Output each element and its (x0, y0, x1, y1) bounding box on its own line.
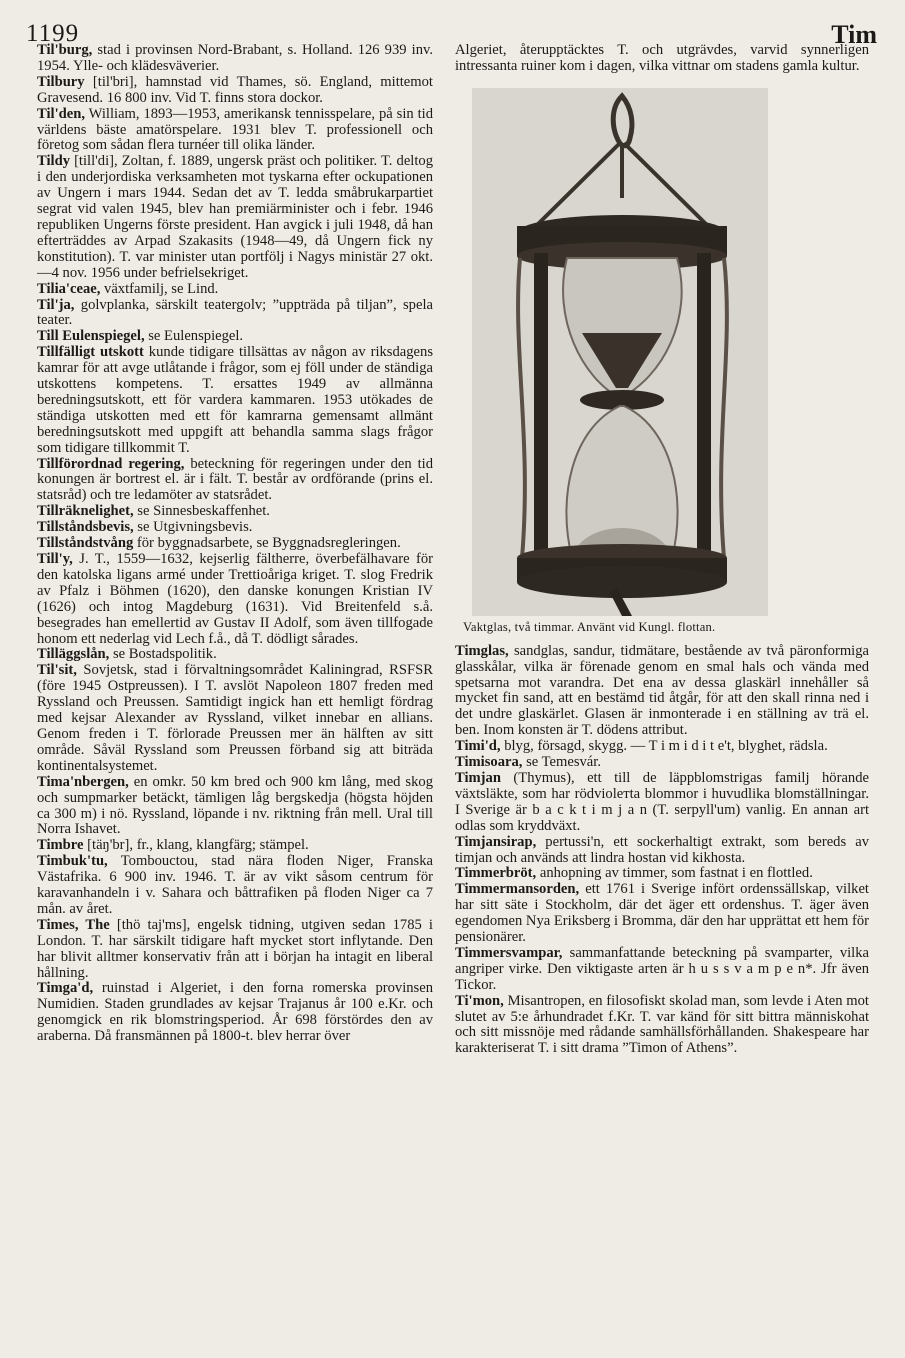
entry-headword: Timmermansorden, (455, 881, 580, 898)
dictionary-entry (455, 994, 869, 1058)
entry-text: [till'di], Zoltan, f. 1889, ungersk präst och politiker. T. deltog i den underjordiska verksamheten mot tyskarna efter ockupationen av Ungern i mars 1944. Sedan det av T. ledda småbrukarpartiet segrat vid valen 1945, blev han premiärminister och i febr. 1946 republiken Ungerns förste president. Han avgick i juli 1948, då han efterträddes av Arpad Szakasits (1948—49, då Ungern fick ny konstitution). T. var minister utan portfölj i Nagys ministär 27 okt.—4 nov. 1956 under befrielsekriget. (37, 153, 433, 281)
dictionary-entry (37, 981, 433, 1045)
entry-headword: Tillförordnad regering, (37, 455, 185, 472)
dictionary-entry (37, 345, 433, 456)
entry-text: sandglas, sandur, tidmätare, bestående av två päronformiga glasskålar, vilka är förenade genom en smal hals och vända med spetsarna mot varandra. Det ena av dessa glaskärl innehåller så mycket fin sand, att en bestämd tid åtgår, för att den skall rinna ned i det undre glaskärlet. Glasen är inmonterade i en ställning av trä el. ben. Inom konsten är T. dödens attribut. (455, 642, 869, 739)
entry-text: J. T., 1559—1632, kejserlig fältherre, överbefälhavare för den katolska ligans armé under Trettioåriga kriget. T. slog Fredrik av Pfalz i Böhmen (1620), den danske konungen Kristian IV (1626) och intog Magdeburg (1631). Vid Breitenfeld s.å. besegrades han emellertid av Gustav II Adolf, som även tillfogade honom ett nederlag vid Lech f.å., då T. dödligt sårades. (37, 551, 433, 647)
dictionary-entry (455, 739, 869, 755)
entry-headword: Timi'd, (455, 738, 501, 755)
entry-headword: Timga'd, (37, 980, 94, 997)
entry-headword: Til'den, (37, 105, 85, 122)
entry-text: växtfamilj, se Lind. (100, 280, 219, 297)
entry-text: golvplanka, särskilt teatergolv; ”uppträda på tiljan”, spela teater. (37, 296, 433, 329)
entry-headword: Times, The (37, 916, 110, 933)
hourglass-icon (472, 88, 768, 616)
entry-headword: Timmerbröt, (455, 865, 537, 882)
dictionary-entry (37, 918, 433, 982)
entry-text: [til'bri], hamnstad vid Thames, sö. England, mittemot Gravesend. 16 800 inv. Vid T. finns stora dockor. (37, 73, 433, 106)
dictionary-entry (37, 854, 433, 918)
entry-text: se Utgivningsbevis. (133, 519, 253, 536)
entry-headword: Tildy (37, 153, 70, 170)
entry-headword: Timglas, (455, 642, 509, 659)
entry-text: se Bostadspolitik. (109, 646, 217, 663)
entry-text: se Eulenspiegel. (144, 328, 244, 345)
entry-headword: Timjansirap, (455, 833, 537, 850)
dictionary-entry (37, 107, 433, 155)
dictionary-entry (37, 154, 433, 281)
dictionary-entry (37, 647, 433, 663)
dictionary-entry (37, 282, 433, 298)
entry-text: se Sinnesbeskaffenhet. (133, 503, 270, 520)
entry-text: se Temesvár. (522, 754, 601, 771)
entry-headword: Ti'mon, (455, 992, 504, 1009)
dictionary-entry (37, 75, 433, 107)
figure-caption: Vaktglas, två timmar. Använt vid Kungl. flottan. (463, 619, 716, 634)
dictionary-entry (455, 835, 869, 867)
entry-headword: Till'y, (37, 551, 73, 567)
dictionary-entry (455, 644, 869, 739)
dictionary-entry (37, 775, 433, 839)
entry-headword: Timmersvampar, (455, 944, 563, 961)
entry-text: ruinstad i Algeriet, i den forna romerska provinsen Numidien. Staden grundlades av kejsar Trajanus år 100 e.Kr. och genomgick en rik blomstringsperiod. År 698 förstördes den av araberna. Då fransmännen på 1800-t. blev herrar över (37, 980, 433, 1045)
entry-text: blyg, försagd, skygg. — T i m i d i t e't, blyghet, rädsla. (500, 738, 828, 755)
right-column-entries (455, 644, 869, 1058)
entry-headword: Timisoara, (455, 754, 523, 771)
entry-headword: Tilläggslån, (37, 646, 110, 663)
entry-text: Sovjetsk, stad i förvaltningsområdet Kaliningrad, RSFSR (före 1945 Ostpreussen). I T. avslöt Napoleon 1807 freden med Ryssland och Preussen. Samtidigt ingick han ett hemligt fördrag med kejsar Alexander av Ryssland, vilket innebar en allians. Genom freden i T. förlorade Preussen mer än hälften av sitt område. Såväl Ryssland som Preussen förband sig att biträda kontinentalsystemet. (37, 662, 433, 774)
entry-text: [thö taj'ms], engelsk tidning, utgiven sedan 1785 i London. T. har särskilt tidigare haft mycket stort inflytande. Den har blivit alltmer konservativ från att i början ha intagit en liberal hållning. (37, 916, 433, 981)
dictionary-entry (37, 536, 433, 552)
entry-text: William, 1893—1953, amerikansk tennisspelare, på sin tid världens bäste amatörspelare. 1931 blev T. professionell och företog som sådan flera turnéer till olika länder. (37, 105, 433, 154)
entry-headword: Tillståndstvång (37, 535, 134, 552)
dictionary-entry (37, 552, 433, 647)
dictionary-entry (455, 866, 869, 882)
entry-text: [täŋ'br], fr., klang, klangfärg; stämpel. (83, 837, 309, 854)
entry-headword: Tillfälligt utskott (37, 344, 144, 361)
dictionary-entry (37, 298, 433, 330)
entry-headword: Tima'nbergen, (37, 773, 129, 790)
entry-text: anhopning av timmer, som fastnat i en flottled. (536, 865, 813, 882)
entry-text: en omkr. 50 km bred och 900 km lång, med skog och sumpmarker betäckt, tämligen låg bergskedja (högsta höjden ca 300 m) i nö. Ryssland, löpande i nv. riktning från mell. Ural till Norra Ishavet. (37, 773, 433, 838)
dictionary-entry (37, 457, 433, 505)
entry-text: stad i provinsen Nord-Brabant, s. Holland. 126 939 inv. 1954. Ylle- och klädesväverier. (37, 42, 433, 74)
entry-text: (Thymus), ett till de läppblomstrigas familj hörande växtsläkte, som har rödviolетta blommor i huvudlika blomställningar. I Sverige är b a c k t i m j a n (T. serpyll'um) vanlig. En annan art odlas som kryddväxt. (455, 769, 869, 834)
continued-entry-text: Algeriet, återupptäcktes T. och utgrävdes, varvid synnerligen intressanta ruiner kom i dagen, vilka vittnar om stadens gamla kultur. (455, 42, 869, 74)
entry-text: ett 1761 i Sverige infört ordenssällskap, vilket har sitt säte i Stockholm, där det äger ett ordenshus. T. äger även egendomen Nya Eriksberg i Bromma, där den har upprättat ett hem för pensionärer. (455, 881, 869, 946)
dictionary-entry (37, 520, 433, 536)
entry-headword: Tilia'ceae, (37, 280, 101, 297)
dictionary-entry (37, 43, 433, 75)
entry-headword: Tilbury (37, 73, 85, 90)
entry-headword: Til'sit, (37, 662, 77, 679)
entry-text: Misantropen, en filosofiskt skolad man, som levde i Aten mot slutet av 5:e århundradet f.Kr. T. var känd för sitt bittra människohat och sitt missnöje med rådande samhällsförhållanden. Shakespeare har karakteriserat T. i sitt drama ”Timon of Athens”. (455, 992, 869, 1057)
entry-headword: Til'ja, (37, 296, 75, 313)
entry-headword: Tillståndsbevis, (37, 519, 134, 536)
dictionary-entry (455, 771, 869, 835)
guide-word: Tim (831, 20, 877, 49)
dictionary-entry (455, 946, 869, 994)
entry-text: pertussi'n, ett sockerhaltigt extrakt, som bereds av timjan och används att lindra hostan vid kikhosta. (455, 833, 869, 866)
entry-headword: Timbuk'tu, (37, 853, 108, 870)
right-column (455, 43, 869, 1057)
dictionary-entry (37, 663, 433, 774)
entry-text: sammanfattande beteckning på svamparter, vilka angriper virke. Den viktigaste arten är h u s s v a m p e n*. Jfr även Tickor. (455, 944, 869, 993)
entry-headword: Timbre (37, 837, 84, 854)
dictionary-entry (455, 755, 869, 771)
page-number: 1199 (26, 20, 80, 47)
dictionary-entry (37, 504, 433, 520)
entry-headword: Till Eulenspiegel, (37, 328, 145, 345)
dictionary-entry (455, 882, 869, 946)
entry-text: Tombouctou, stad nära floden Niger, Franska Västafrika. 6 900 inv. 1946. T. är av vikt såsom centrum för karavanhandeln i v. Sahara och båttrafiken på floden Niger ca 7 mån. av året. (37, 853, 433, 917)
entry-text: för byggnadsarbete, se Byggnadsregleringen. (133, 535, 401, 552)
dictionary-entry (37, 838, 433, 854)
left-column (37, 43, 433, 1045)
entry-headword: Til'burg, (37, 42, 93, 58)
hourglass-photo (472, 88, 768, 616)
entry-headword: Tillräknelighet, (37, 503, 134, 520)
entry-headword: Timjan (455, 769, 501, 786)
entry-text: kunde tidigare tillsättas av någon av riksdagens kamrar för att avge utlåtande i frågor, som ej föll under de ständiga utskottens kompetens. T. ersattes 1949 av allmänna beredningsutskott, ett för vardera kammaren. 1953 utökades de ständiga utskotten med ett för kamrarna gemensamt allmänt beredningsutskott med uppgift att behandla samma slags frågor som tidigare tillkommit T. (37, 344, 433, 456)
dictionary-entry (37, 329, 433, 345)
entry-text: beteckning för regeringen under den tid konungen är bortrest el. är i fält. T. består av ordförande (prins el. statsråd) och tre ledamöter av statsrådet. (37, 455, 433, 504)
